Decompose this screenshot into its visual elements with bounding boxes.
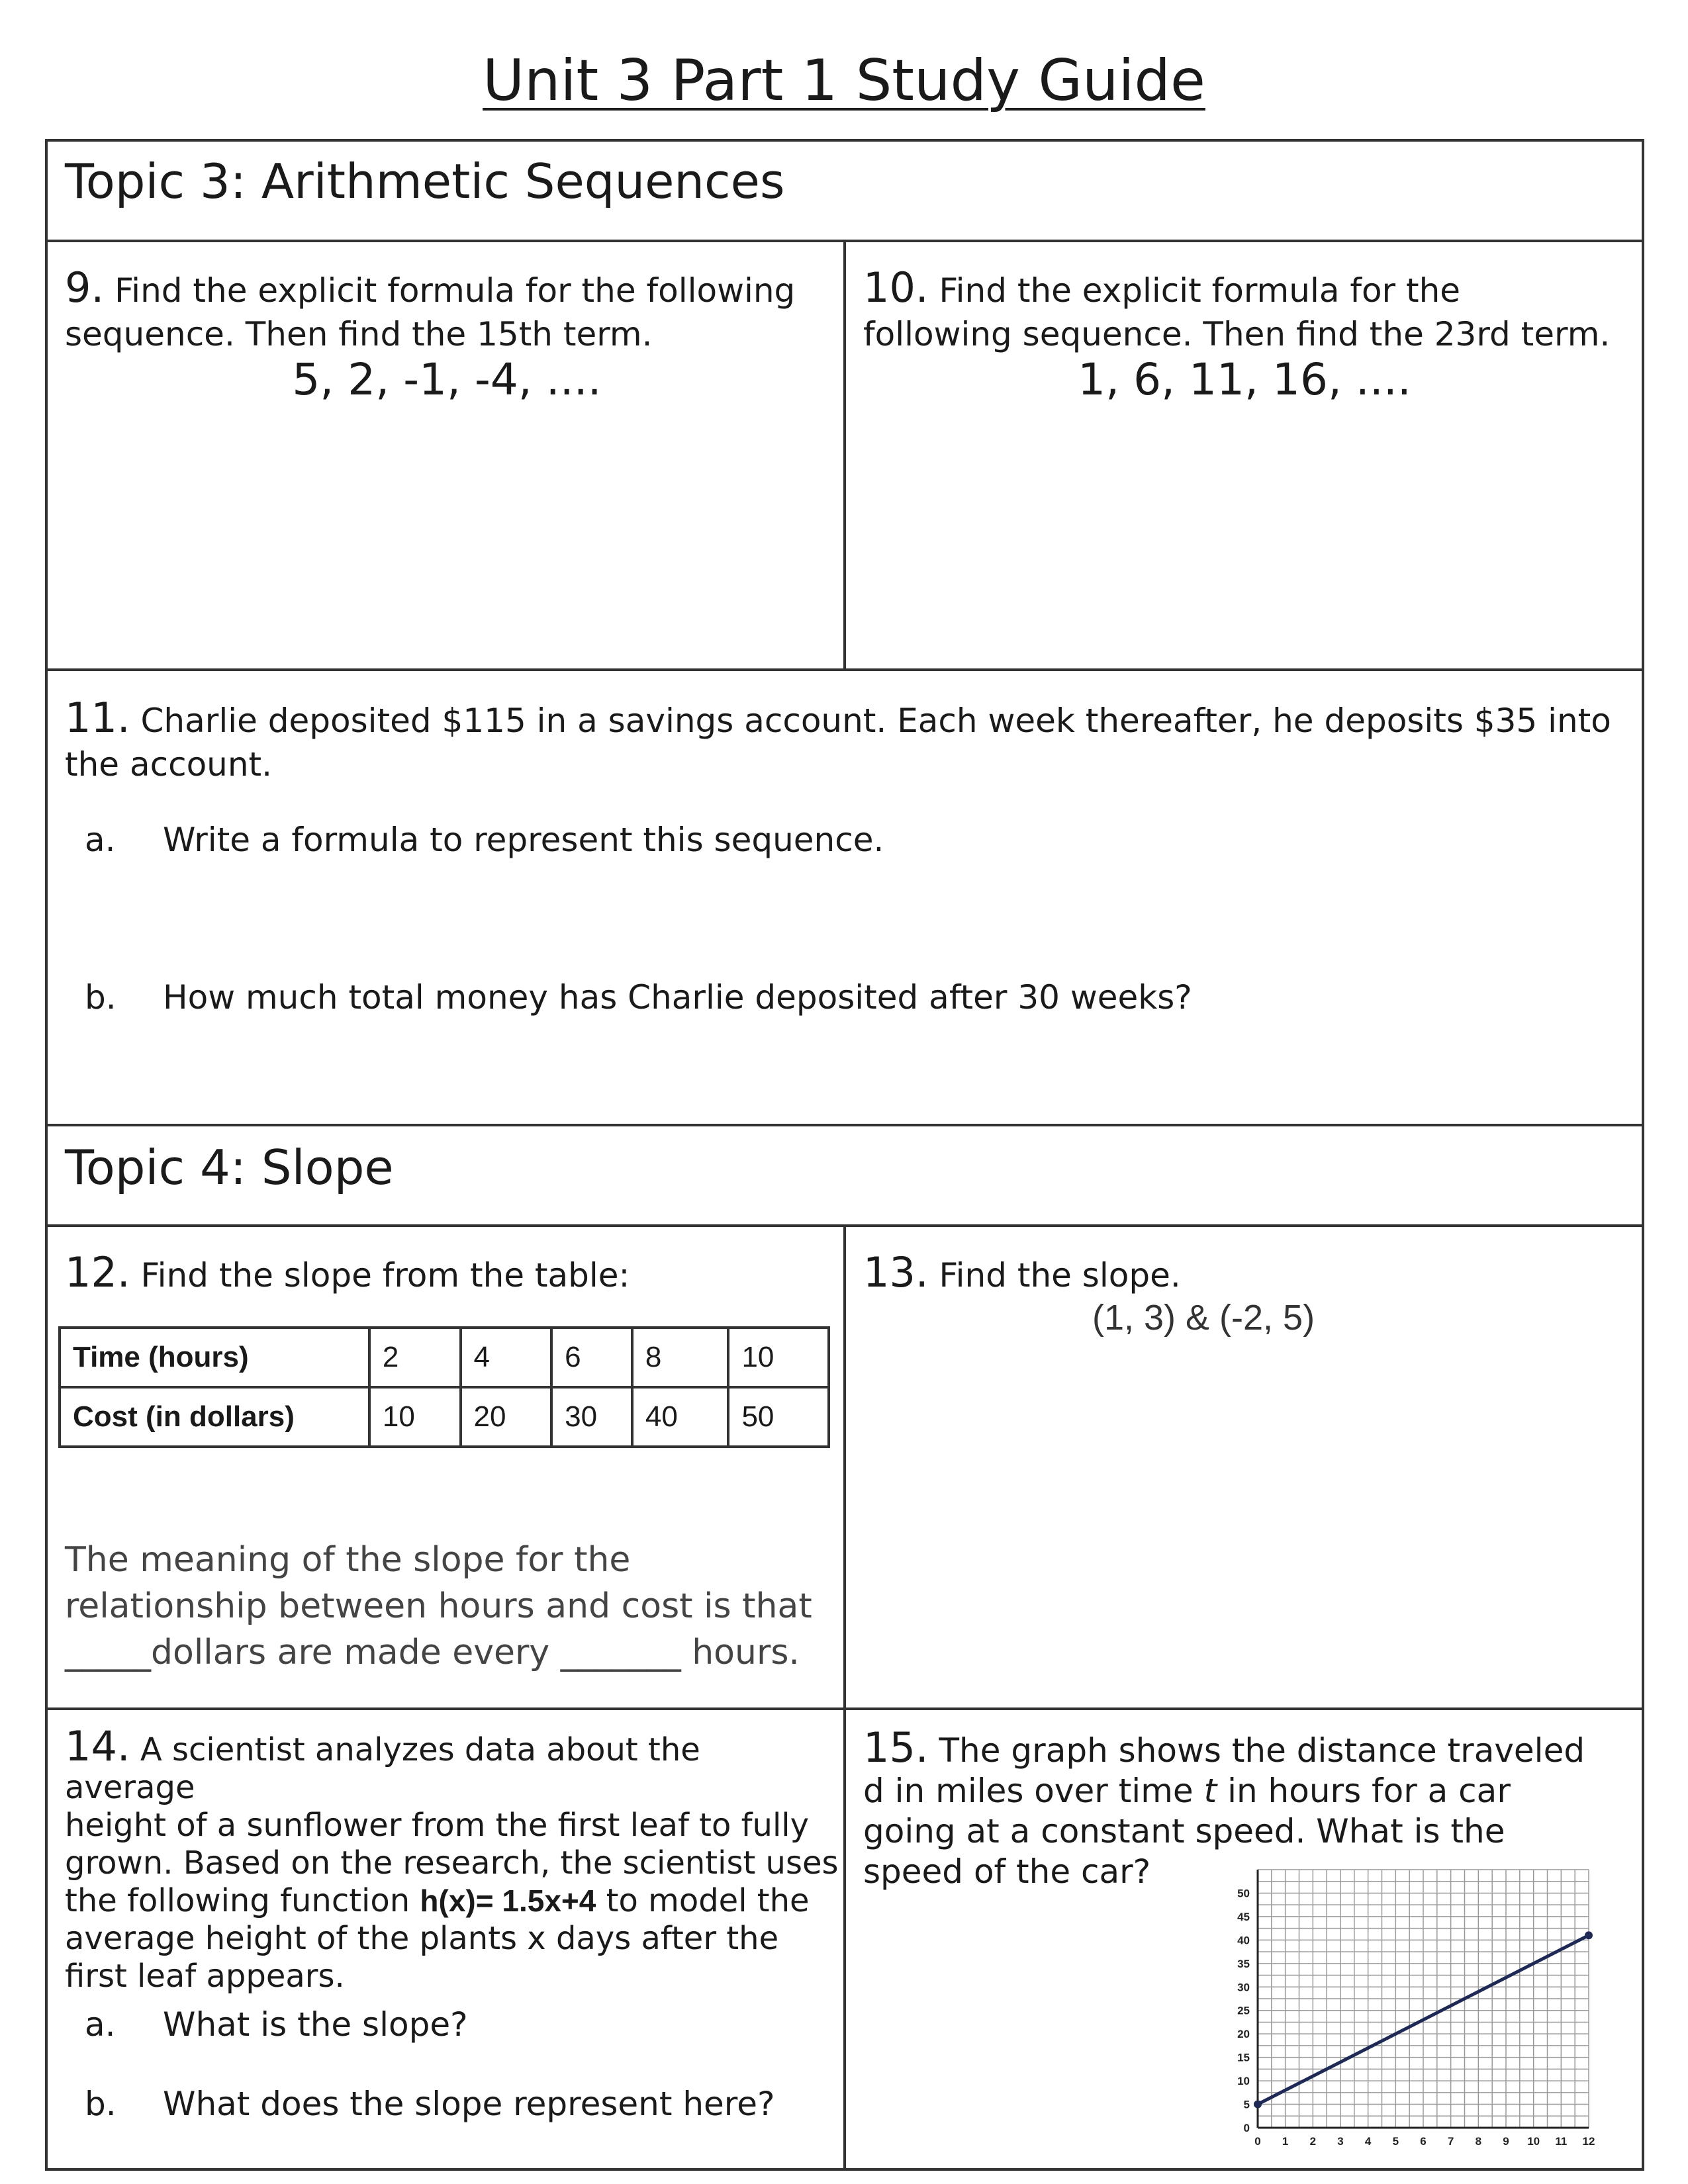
page-title: Unit 3 Part 1 Study Guide [483, 48, 1205, 114]
y-tick-label: 45 [1237, 1910, 1250, 1923]
y-tick-label: 5 [1243, 2098, 1250, 2111]
y-tick-label: 40 [1237, 1934, 1250, 1947]
question-number: 14. [65, 1722, 130, 1770]
question-text: Find the explicit formula for the following [115, 271, 796, 310]
frame-right [1642, 139, 1644, 2171]
part-text: Write a formula to represent this sequence. [163, 821, 884, 859]
table-row-header: Time (hours) [60, 1328, 369, 1387]
table-cell: 4 [461, 1328, 552, 1387]
question-text: height of a sunflower from the first leaf to fully [65, 1807, 810, 1844]
table-row [60, 1328, 829, 1387]
table-cell: 6 [551, 1328, 632, 1387]
x-tick-label: 2 [1309, 2135, 1317, 2148]
column-divider [843, 1224, 846, 2171]
x-tick-label: 0 [1254, 2135, 1261, 2148]
part-text: What does the slope represent here? [163, 2085, 775, 2123]
question-text: following sequence. Then find the 23rd term. [863, 315, 1611, 353]
question-9 [65, 263, 833, 356]
x-tick-label: 7 [1447, 2135, 1454, 2148]
question-text: average height of the plants x days after the [65, 1920, 779, 1957]
question-text: first leaf appears. [65, 1958, 345, 1995]
question-number: 12. [65, 1248, 130, 1297]
y-tick-label: 35 [1237, 1957, 1250, 1970]
table-row [60, 1387, 829, 1447]
part-text: How much total money has Charlie deposited after 30 weeks? [163, 978, 1192, 1017]
y-tick-label: 50 [1237, 1887, 1250, 1900]
frame-top [45, 139, 1644, 142]
y-tick-label: 0 [1243, 2122, 1250, 2134]
slope-meaning-line: _____dollars are made every _______ hours. [65, 1633, 800, 1672]
part-label: b. [85, 978, 117, 1017]
question-13 [863, 1248, 1181, 1297]
question-text: to model the [596, 1882, 810, 1919]
question-text: the account. [65, 745, 273, 784]
table-cell: 10 [728, 1328, 829, 1387]
question-text: A scientist analyzes data about the average [65, 1731, 700, 1806]
question-text: in hours for a car [1217, 1772, 1511, 1810]
question-text: Charlie deposited $115 in a savings account. Each week thereafter, he deposits $35 into [140, 702, 1611, 740]
question-text: sequence. Then find the 15th term. [65, 315, 653, 353]
table-cell: 2 [369, 1328, 461, 1387]
question-text: the following function [65, 1882, 420, 1919]
question-text: going at a constant speed. What is the [863, 1812, 1505, 1850]
table-row-header: Cost (in dollars) [60, 1387, 369, 1447]
y-tick-label: 25 [1237, 2004, 1250, 2017]
part-label: b. [85, 2085, 117, 2123]
part-label: a. [85, 821, 116, 859]
question-number: 13. [863, 1248, 929, 1297]
frame-left [45, 139, 48, 2171]
question-number: 11. [65, 694, 130, 742]
question-12 [65, 1248, 630, 1297]
slope-meaning [65, 1537, 839, 1676]
data-point [1585, 1931, 1593, 1939]
question-number: 15. [863, 1723, 929, 1772]
question-text: d in miles over time [863, 1772, 1204, 1810]
question-number: 9. [65, 263, 105, 312]
part-text: What is the slope? [163, 2005, 468, 2044]
x-tick-label: 11 [1555, 2135, 1568, 2148]
data-point [1254, 2101, 1262, 2109]
table-cell: 8 [632, 1328, 729, 1387]
y-tick-label: 15 [1237, 2051, 1250, 2064]
x-tick-label: 8 [1475, 2135, 1482, 2148]
table-cell: 40 [632, 1387, 729, 1447]
x-tick-label: 12 [1582, 2135, 1595, 2148]
data-table [58, 1326, 830, 1448]
y-tick-label: 10 [1237, 2075, 1250, 2088]
slope-meaning-line: The meaning of the slope for the [65, 1540, 631, 1580]
question-11 [65, 696, 1634, 786]
table-cell: 10 [369, 1387, 461, 1447]
question-number: 10. [863, 263, 929, 312]
x-tick-label: 10 [1527, 2135, 1540, 2148]
slope-meaning-line: relationship between hours and cost is that [65, 1586, 812, 1626]
x-tick-label: 6 [1420, 2135, 1427, 2148]
points: (1, 3) & (-2, 5) [1092, 1298, 1315, 1338]
y-tick-label: 30 [1237, 1981, 1250, 1994]
topic-4-heading: Topic 4: Slope [65, 1140, 394, 1195]
topic-3-heading: Topic 3: Arithmetic Sequences [65, 154, 785, 209]
distance-time-graph [1218, 1863, 1628, 2167]
part-label: a. [85, 2005, 116, 2044]
divider [45, 1124, 1644, 1126]
x-tick-label: 3 [1337, 2135, 1344, 2148]
function-expression: h(x)= 1.5x+4 [420, 1884, 596, 1918]
table-cell: 30 [551, 1387, 632, 1447]
question-text: Find the slope from the table: [140, 1256, 630, 1295]
sequence: 5, 2, -1, -4, .... [292, 354, 602, 405]
question-text: speed of the car? [863, 1852, 1151, 1891]
x-tick-label: 9 [1503, 2135, 1509, 2148]
x-tick-label: 1 [1282, 2135, 1289, 2148]
table-cell: 20 [461, 1387, 552, 1447]
table-cell: 50 [728, 1387, 829, 1447]
sequence: 1, 6, 11, 16, .... [1078, 354, 1411, 405]
question-text: grown. Based on the research, the scientist uses [65, 1844, 839, 1882]
x-tick-label: 5 [1392, 2135, 1399, 2148]
question-14 [65, 1722, 839, 1995]
question-text: Find the slope. [939, 1256, 1181, 1295]
column-divider [843, 240, 846, 671]
question-10 [863, 263, 1638, 356]
question-text: The graph shows the distance traveled [939, 1731, 1585, 1770]
variable: t [1203, 1772, 1217, 1810]
question-text: Find the explicit formula for the [939, 271, 1461, 310]
y-tick-label: 20 [1237, 2028, 1250, 2041]
x-tick-label: 4 [1364, 2135, 1372, 2148]
